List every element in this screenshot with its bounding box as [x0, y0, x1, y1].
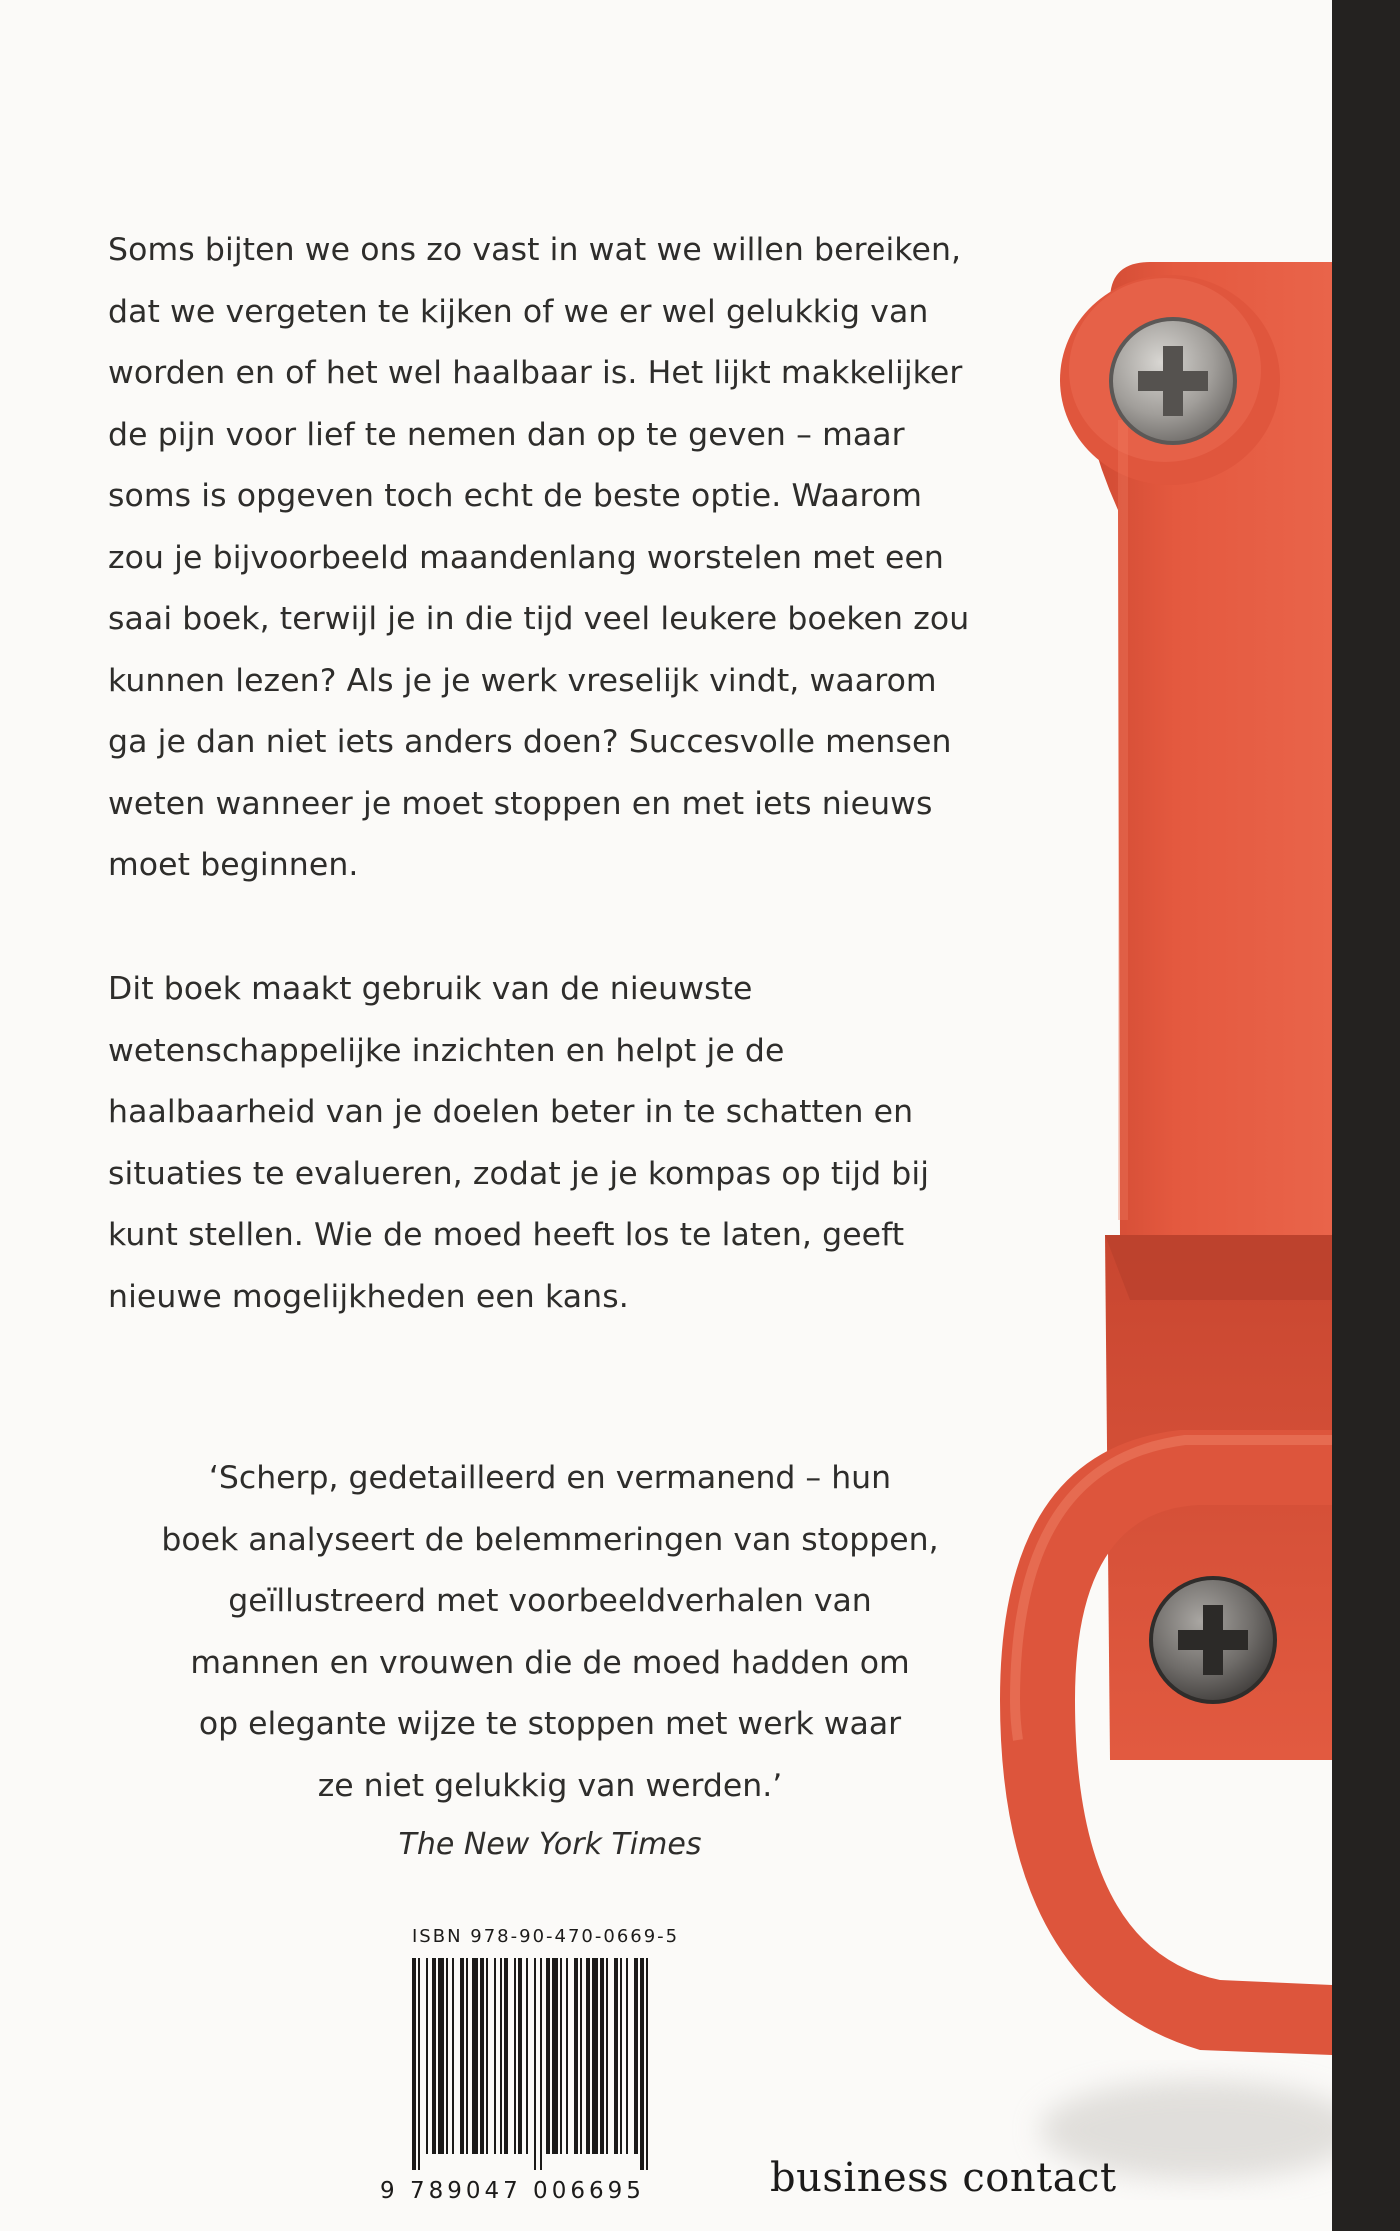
paragraph-line: zou je bijvoorbeeld maandenlang worstelen met een — [108, 539, 944, 576]
barcode-bar — [504, 1958, 508, 2154]
barcode-bar — [600, 1958, 604, 2154]
barcode-bar — [634, 1958, 638, 2154]
barcode-bar — [526, 1958, 528, 2154]
barcode-bar — [472, 1958, 478, 2154]
barcode-bar — [574, 1958, 578, 2154]
barcode-bar — [552, 1958, 558, 2154]
quote-line: mannen en vrouwen die de moed hadden om — [190, 1644, 910, 1681]
barcode-bar — [480, 1958, 484, 2154]
quote-line: geïllustreerd met voorbeeldverhalen van — [228, 1583, 872, 1619]
barcode-bar — [494, 1958, 496, 2154]
paragraph-line: kunnen lezen? Als je je werk vreselijk vindt, waarom — [108, 662, 937, 699]
barcode-bar — [646, 1958, 648, 2170]
barcode-bar — [486, 1958, 488, 2154]
paragraph-line: haalbaarheid van je doelen beter in te schatten en — [108, 1094, 914, 1130]
barcode-bar — [500, 1958, 502, 2154]
barcode-icon — [408, 1958, 698, 2176]
barcode-digits: 9 789047 006695 — [380, 2178, 645, 2204]
paragraph-line: Dit boek maakt gebruik van de nieuwste — [108, 971, 753, 1007]
barcode-bar — [412, 1958, 416, 2170]
barcode-bar — [540, 1958, 542, 2170]
barcode-bar — [586, 1958, 590, 2154]
barcode-bar — [452, 1958, 454, 2154]
quote-line: op elegante wijze te stoppen met werk waar — [198, 1706, 902, 1742]
barcode-bar — [426, 1958, 428, 2154]
barcode-bar — [640, 1958, 644, 2170]
paragraph-line: worden en of het wel haalbaar is. Het lijkt makkelijker — [108, 355, 963, 391]
paragraph-line: situaties te evalueren, zodat je je kompas op tijd bij — [108, 1155, 930, 1192]
barcode-bar — [614, 1958, 618, 2154]
paragraph-line: kunt stellen. Wie de moed heeft los te laten, geeft — [108, 1217, 905, 1253]
barcode-bar — [534, 1958, 536, 2170]
barcode-bar — [460, 1958, 464, 2154]
barcode-bar — [518, 1958, 522, 2154]
description-paragraph — [108, 220, 968, 897]
paragraph-line: weten wanneer je moet stoppen en met iets nieuws — [108, 785, 933, 822]
paragraph-line: soms is opgeven toch echt de beste optie. Waarom — [108, 478, 923, 514]
barcode-bar — [446, 1958, 448, 2154]
paragraph-line: moet beginnen. — [108, 847, 359, 883]
screw-icon — [1111, 319, 1235, 443]
barcode-bar — [546, 1958, 550, 2154]
paragraph-line: de pijn voor lief te nemen dan op te geven – maar — [108, 416, 905, 453]
isbn-label: ISBN 978-90-470-0669-5 — [412, 1926, 680, 1947]
barcode-bar — [466, 1958, 468, 2154]
second-paragraph — [108, 959, 968, 1328]
book-spine-edge — [1332, 0, 1400, 2231]
barcode-bar — [432, 1958, 436, 2154]
barcode-bar — [418, 1958, 420, 2170]
paragraph-line: Soms bijten we ons zo vast in wat we willen bereiken, — [108, 232, 962, 268]
paragraph-line: nieuwe mogelijkheden een kans. — [108, 1278, 629, 1315]
barcode-bar — [606, 1958, 608, 2154]
quote-line: ze niet gelukkig van werden.’ — [317, 1767, 783, 1804]
barcode-bar — [592, 1958, 598, 2154]
quote-line: ‘Scherp, gedetailleerd en vermanend – hun — [208, 1460, 892, 1496]
barcode-bar — [566, 1958, 568, 2154]
barcode-bar — [620, 1958, 622, 2154]
paragraph-line: wetenschappelijke inzichten en helpt je de — [108, 1032, 785, 1069]
screw-icon — [1151, 1578, 1275, 1702]
publisher-logo: business contact — [770, 2155, 1117, 2201]
paragraph-line: ga je dan niet iets anders doen? Succesvolle mensen — [108, 724, 952, 760]
review-quote — [130, 1448, 970, 1873]
paragraph-line: saai boek, terwijl je in die tijd veel leukere boeken zou — [108, 601, 970, 637]
quote-source: The New York Times — [398, 1827, 702, 1862]
barcode-bar — [626, 1958, 628, 2154]
barcode-bar — [438, 1958, 444, 2154]
barcode-bar — [514, 1958, 516, 2154]
paragraph-line: dat we vergeten te kijken of we er wel gelukkig van — [108, 293, 929, 330]
quote-line: boek analyseert de belemmeringen van stoppen, — [161, 1521, 939, 1558]
barcode-bar — [580, 1958, 582, 2154]
barcode-bar — [560, 1958, 562, 2154]
